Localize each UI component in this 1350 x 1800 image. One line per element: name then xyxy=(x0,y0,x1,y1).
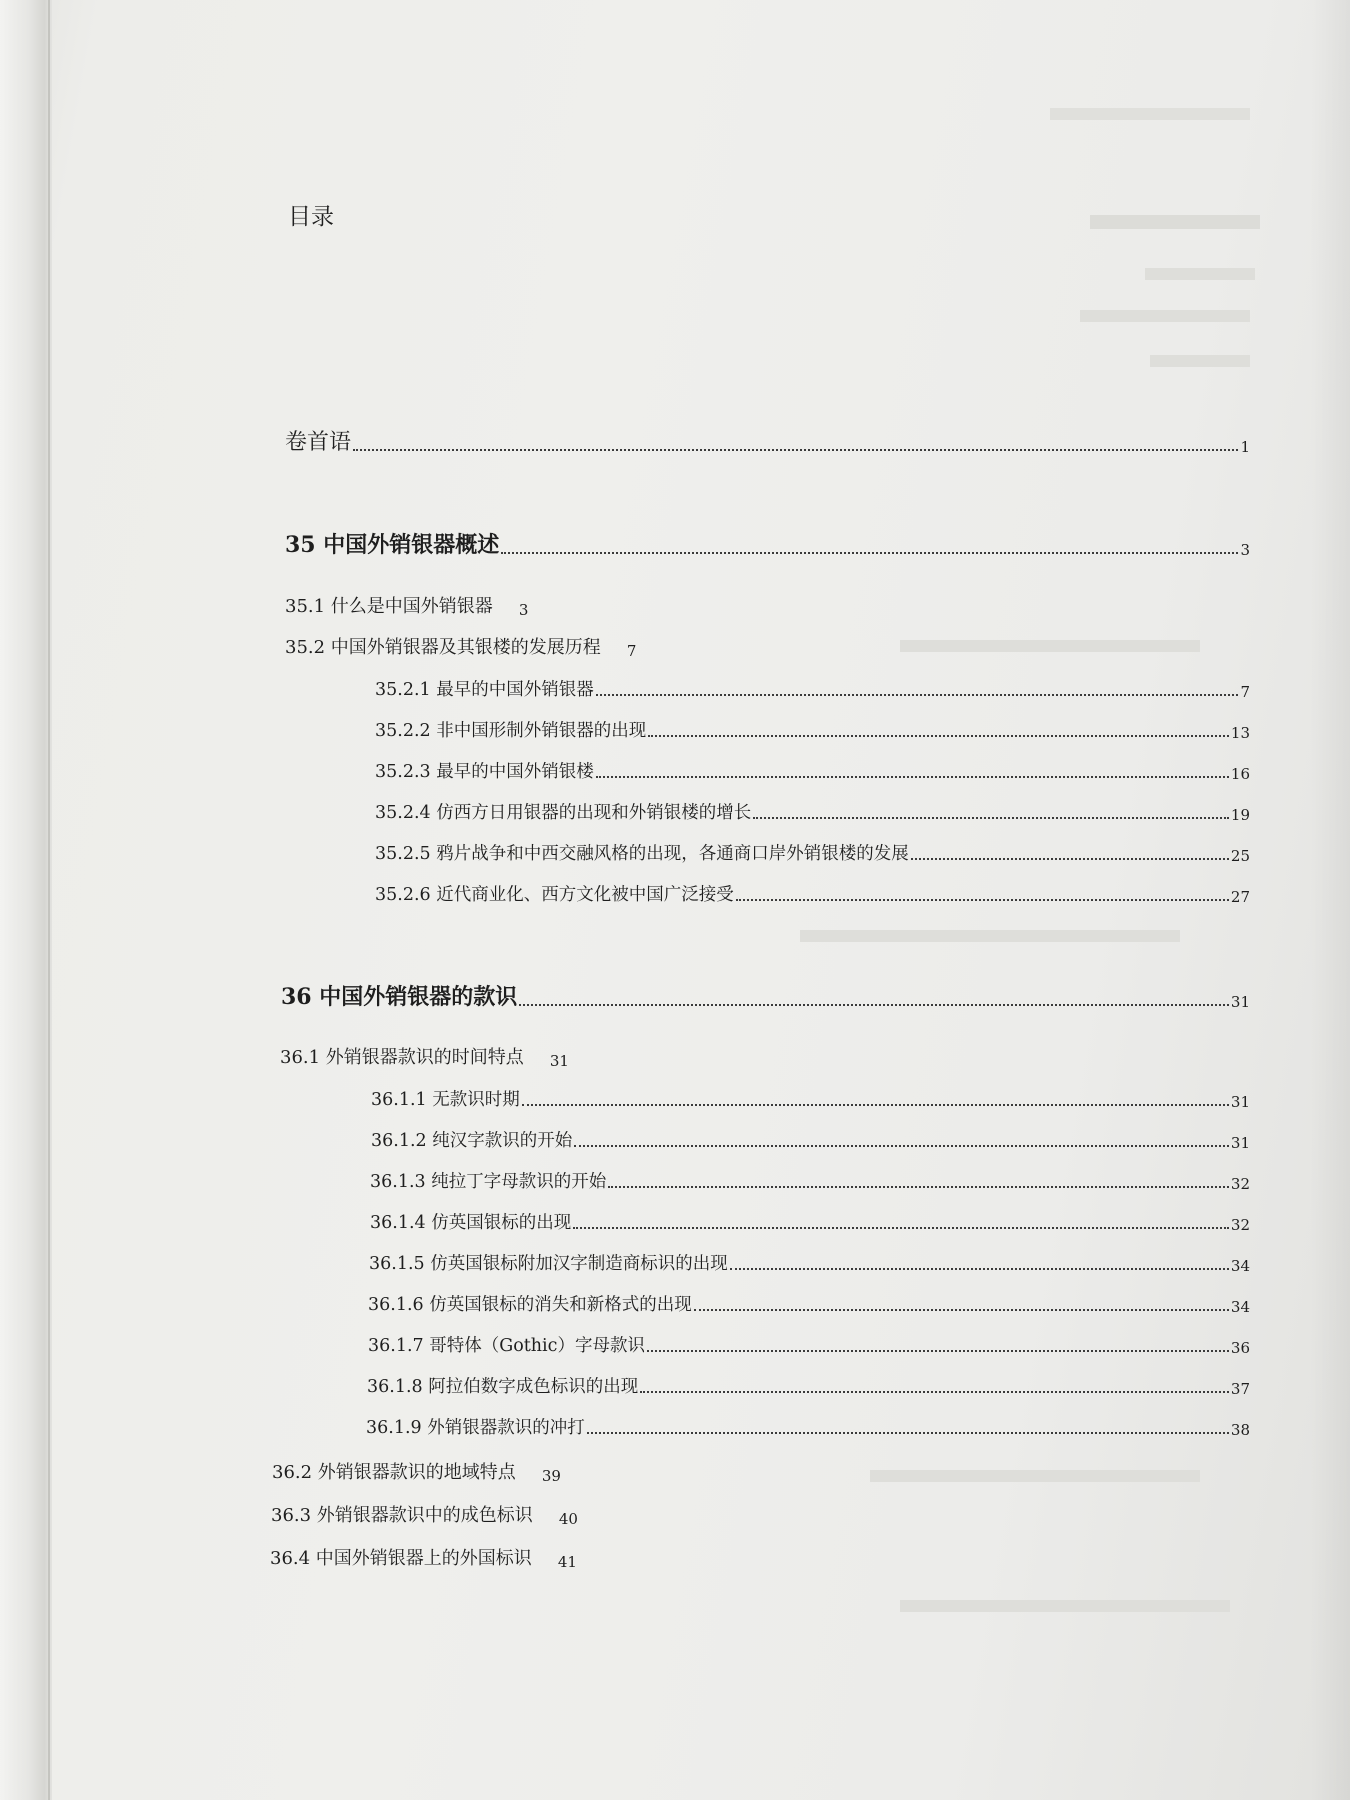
entry-label: 35.2.5 鸦片战争和中西交融风格的出现，各通商口岸外销银楼的发展 xyxy=(375,844,909,864)
dot-leader xyxy=(648,735,1229,737)
toc-subsection[interactable] xyxy=(367,1373,1250,1398)
toc-subsection[interactable] xyxy=(375,717,1250,742)
toc-section-36-2[interactable] xyxy=(272,1458,561,1484)
entry-label: 35.2 中国外销银器及其银楼的发展历程 xyxy=(285,637,601,658)
dot-leader xyxy=(353,449,1238,451)
page-number: 37 xyxy=(1230,1380,1250,1398)
dot-leader xyxy=(753,817,1229,819)
toc-section-35-2[interactable] xyxy=(285,633,636,659)
toc-section-36-1[interactable] xyxy=(280,1043,569,1069)
page-number: 19 xyxy=(1230,806,1250,824)
toc-subsection[interactable] xyxy=(371,1127,1250,1152)
page-number: 25 xyxy=(1230,847,1250,865)
page-number: 38 xyxy=(1230,1421,1250,1439)
entry-label: 36.1.8 阿拉伯数字成色标识的出现 xyxy=(367,1377,639,1397)
dot-leader xyxy=(587,1432,1229,1434)
entry-label: 36.1.6 仿英国银标的消失和新格式的出现 xyxy=(368,1295,692,1315)
entry-label: 36.1.2 纯汉字款识的开始 xyxy=(371,1131,573,1151)
dot-leader xyxy=(573,1227,1229,1229)
entry-label: 35.2.4 仿西方日用银器的出现和外销银楼的增长 xyxy=(375,803,752,823)
page-number: 7 xyxy=(626,642,637,660)
entry-label: 36.1.9 外销银器款识的冲打 xyxy=(366,1418,585,1438)
toc-subsection[interactable] xyxy=(375,676,1250,701)
toc-subsection[interactable] xyxy=(375,840,1250,865)
entry-label: 35.1 什么是中国外销银器 xyxy=(285,596,493,617)
entry-label: 36.2 外销银器款识的地域特点 xyxy=(272,1462,516,1483)
spine-edge xyxy=(48,0,50,1800)
page-number: 1 xyxy=(1240,438,1250,456)
toc-subsection[interactable] xyxy=(375,799,1250,824)
entry-label: 36.1 外销银器款识的时间特点 xyxy=(280,1047,524,1068)
page-shadow xyxy=(1310,0,1350,1800)
toc-section-36-4[interactable] xyxy=(270,1544,577,1570)
entry-label: 36.3 外销银器款识中的成色标识 xyxy=(271,1505,533,1526)
toc-subsection[interactable] xyxy=(371,1086,1250,1111)
dot-leader xyxy=(522,1104,1229,1106)
toc-title: 目录 xyxy=(288,204,334,230)
page-number: 7 xyxy=(1240,683,1250,701)
dot-leader xyxy=(574,1145,1229,1147)
entry-label: 36.1.3 纯拉丁字母款识的开始 xyxy=(370,1172,607,1192)
page-number: 3 xyxy=(518,601,529,619)
entry-label: 36.1.5 仿英国银标附加汉字制造商标识的出现 xyxy=(369,1254,728,1274)
entry-label: 35.2.1 最早的中国外销银器 xyxy=(375,680,594,700)
toc-subsection[interactable] xyxy=(368,1332,1250,1357)
entry-label: 36.1.4 仿英国银标的出现 xyxy=(370,1213,572,1233)
dot-leader xyxy=(736,899,1229,901)
dot-leader xyxy=(647,1350,1229,1352)
entry-label: 35.2.6 近代商业化、西方文化被中国广泛接受 xyxy=(375,885,734,905)
page-number: 27 xyxy=(1230,888,1250,906)
toc-subsection[interactable] xyxy=(368,1291,1250,1316)
entry-label: 36.1.7 哥特体（Gothic）字母款识 xyxy=(368,1336,645,1356)
dot-leader xyxy=(694,1309,1229,1311)
toc-subsection[interactable] xyxy=(370,1209,1250,1234)
page-number: 16 xyxy=(1230,765,1250,783)
toc-subsection[interactable] xyxy=(366,1414,1250,1439)
dot-leader xyxy=(608,1186,1229,1188)
toc-subsection[interactable] xyxy=(370,1168,1250,1193)
page-number: 34 xyxy=(1230,1298,1250,1316)
page-number: 40 xyxy=(558,1510,578,1528)
entry-label: 卷首语 xyxy=(285,430,352,455)
book-spine xyxy=(0,0,52,1800)
toc-chapter-35[interactable] xyxy=(285,528,1250,559)
entry-label: 35.2.3 最早的中国外销银楼 xyxy=(375,762,594,782)
page-number: 41 xyxy=(557,1553,577,1571)
page-number: 31 xyxy=(549,1052,569,1070)
page-number: 34 xyxy=(1230,1257,1250,1275)
toc-chapter-36[interactable] xyxy=(281,980,1250,1011)
page-number: 31 xyxy=(1230,1134,1250,1152)
dot-leader xyxy=(501,552,1238,554)
page-number: 13 xyxy=(1230,724,1250,742)
toc-section-36-3[interactable] xyxy=(271,1501,578,1527)
page-number: 32 xyxy=(1230,1175,1250,1193)
dot-leader xyxy=(596,776,1229,778)
page-number: 31 xyxy=(1230,993,1250,1011)
toc-subsection[interactable] xyxy=(375,758,1250,783)
dot-leader xyxy=(519,1004,1229,1006)
page-number: 32 xyxy=(1230,1216,1250,1234)
toc-section-35-1[interactable] xyxy=(285,592,528,618)
entry-label: 36.1.1 无款识时期 xyxy=(371,1090,520,1110)
page-number: 31 xyxy=(1230,1093,1250,1111)
dot-leader xyxy=(730,1268,1229,1270)
toc-entry-preface[interactable] xyxy=(285,425,1250,456)
page-number: 39 xyxy=(541,1467,561,1485)
entry-label: 35 中国外销银器概述 xyxy=(285,532,500,558)
toc-subsection[interactable] xyxy=(369,1250,1250,1275)
dot-leader xyxy=(596,694,1239,696)
entry-label: 36.4 中国外销银器上的外国标识 xyxy=(270,1548,532,1569)
page-number: 36 xyxy=(1230,1339,1250,1357)
toc-subsection[interactable] xyxy=(375,881,1250,906)
dot-leader xyxy=(640,1391,1229,1393)
entry-label: 35.2.2 非中国形制外销银器的出现 xyxy=(375,721,647,741)
page-number: 3 xyxy=(1240,541,1250,559)
dot-leader xyxy=(911,858,1229,860)
entry-label: 36 中国外销银器的款识 xyxy=(281,984,518,1010)
